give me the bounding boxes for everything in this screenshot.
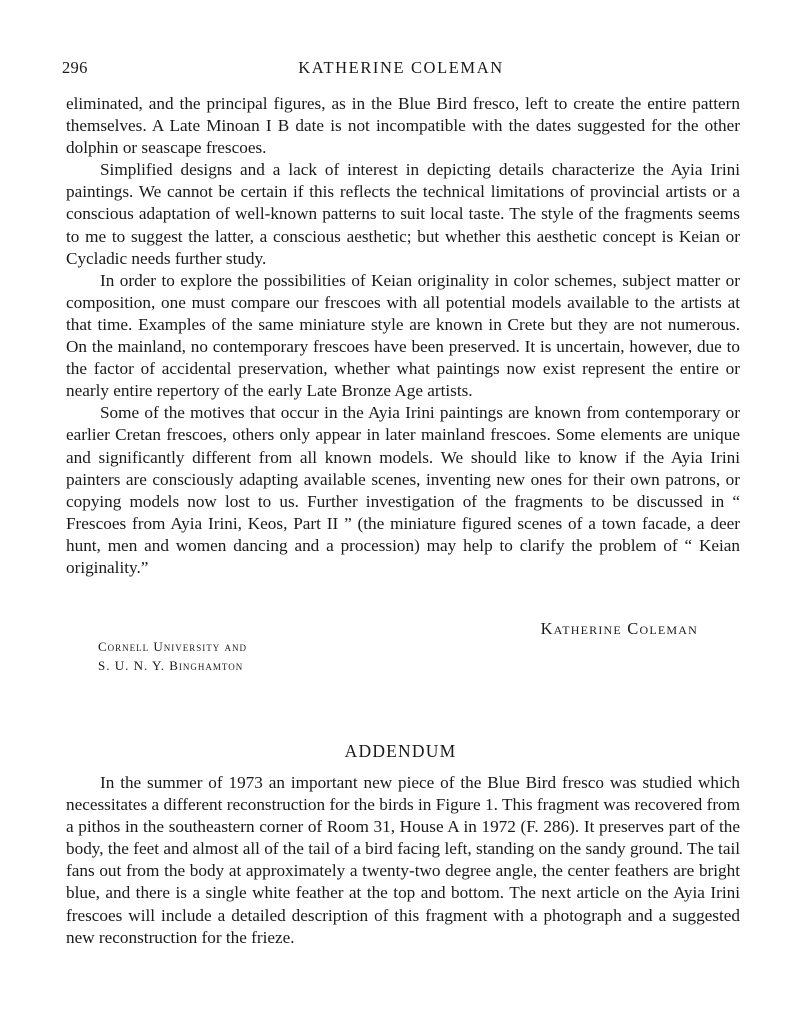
running-head: KATHERINE COLEMAN: [298, 58, 504, 77]
paragraph: Some of the motives that occur in the Ayia Irini paintings are known from contemporary or earlier Cretan frescoes, others only appear in later mainland frescoes. Some elements are unique and significantly different from all known models. We should like to know if the Ayia Irini painters are consciously adapting available scenes, inventing new ones for their own patrons, or copying models now lost to us. Further investigation of the fragments to be discussed in “ Frescoes from Ayia Irini, Keos, Part II ” (the miniature figured scenes of a town facade, a deer hunt, men and women dancing and a procession) may help to clarify the problem of “ Keian originality.”: [66, 403, 740, 577]
author-signature: Katherine Coleman: [540, 619, 698, 638]
addendum-heading: ADDENDUM: [344, 741, 457, 761]
affiliation-line: Cornell University and: [98, 639, 248, 654]
addendum-body: [66, 772, 740, 949]
paragraph: eliminated, and the principal figures, as in the Blue Bird fresco, left to create the entire pattern themselves. A Late Minoan I B date is not incompatible with the dates suggested for the other dolphin or seascape frescoes.: [66, 94, 740, 158]
addendum-paragraph: In the summer of 1973 an important new piece of the Blue Bird fresco was studied which necessitates a different reconstruction for the birds in Figure 1. This fragment was recovered from a pithos in the southeastern corner of Room 31, House A in 1972 (F. 286). It preserves part of the body, the feet and almost all of the tail of a bird facing left, standing on the sandy ground. The tail fans out from the body at approximately a twenty-two degree angle, the center feathers are bright blue, and there is a single white feather at the top and bottom. The next article on the Ayia Irini frescoes will include a detailed description of this fragment with a photograph and a suggested new reconstruction for the frieze.: [66, 773, 740, 947]
author-affiliation: [98, 637, 247, 675]
page-number: 296: [62, 58, 88, 77]
article-body: [66, 93, 740, 579]
paragraph: Simplified designs and a lack of interest in depicting details characterize the Ayia Irini paintings. We cannot be certain if this reflects the technical limitations of provincial artists or a conscious adaptation of well-known patterns to suit local taste. The style of the fragments seems to me to suggest the latter, a conscious aesthetic; but whether this aesthetic concept is Keian or Cycladic needs further study.: [66, 160, 740, 268]
affiliation-line: S. U. N. Y. Binghamton: [98, 658, 244, 673]
paragraph: In order to explore the possibilities of Keian originality in color schemes, subject matter or composition, one must compare our frescoes with all potential models available to the artists at that time. Examples of the same miniature style are known in Crete but they are not numerous. On the mainland, no contemporary frescoes have been preserved. It is uncertain, however, due to the factor of accidental preservation, whether what paintings now exist represent the entire or nearly entire repertory of the early Late Bronze Age artists.: [66, 270, 740, 401]
page-header: [62, 58, 740, 80]
